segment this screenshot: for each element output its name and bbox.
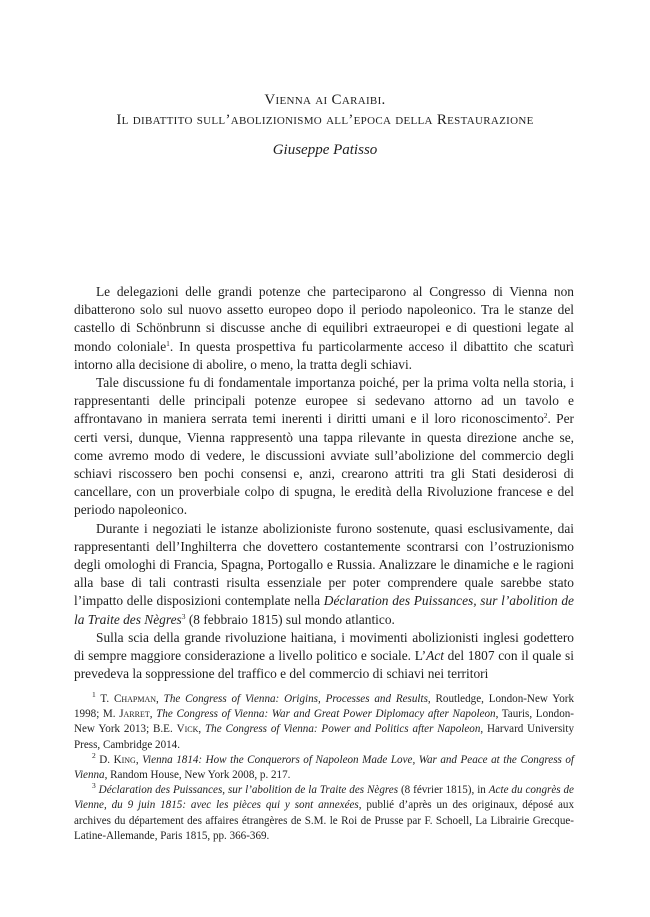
article-subtitle: Il dibattito sull’abolizionismo all’epoca della Restaurazione <box>116 112 534 128</box>
footnote-ref-1[interactable]: 1 <box>166 338 170 348</box>
paragraph-4: Sulla scia della grande rivoluzione haitiana, i movimenti abolizionisti inglesi godettero di sempre maggiore considerazione a livello politico e sociale. L’Act del 1807 con il quale si prevedeva la soppressione del traffico e del commercio di schiavi nei territori <box>74 629 574 682</box>
footnotes <box>74 692 574 844</box>
body-text <box>74 283 574 683</box>
article-title: Vienna ai Caraibi. <box>264 92 386 108</box>
paragraph-3: Durante i negoziati le istanze abolizioniste furono sostenute, quasi esclusivamente, dai rappresentanti dell’Inghilterra che dovettero costantemente scontrarsi con l’ostruzionismo degli omologhi di Francia, Spagna, Portogallo e Russia. Analizzare le dinamiche e le ragioni alla base di tali contrasti risulta essenziale per poter comprendere quale sarebbe stato l’impatto delle disposizioni contemplate nella Déclaration des Puissances, sur l’abolition de la Traite des Nègres$^3$ (8 febbraio 1815) sul mondo atlantico. <box>74 520 574 627</box>
footnote-1: $^1$ T. Chapman, The Congress of Vienna: Origins, Processes and Results, Routledge, London-New York 1998; M. Jarret, The Congress of Vienna: War and Great Power Diplomacy after Napoleon, Tauris, London-New York 2013; B.E. Vick, The Congress of Vienna: Power and Politics after Napoleon, Harvard University Press, Cambridge 2014. <box>74 690 575 751</box>
paragraph-2: Tale discussione fu di fondamentale importanza poiché, per la prima volta nella storia, i rappresentanti delle principali potenze europee si sedevano attorno ad un tavolo e affrontavano in maniera serrata temi inerenti i diritti umani e il loro riconoscimento$^2$. Per certi versi, dunque, Vienna rappresentò una tappa rilevante in questa direzione anche se, come avremo modo di vedere, le discussioni avviate sull’abolizione del commercio degli schiavi riscossero ben pochi consensi e, anzi, crearono attriti tra gli Stati desiderosi di cancellare, con un proverbiale colpo di spugna, le eredità della Rivoluzione francese e del periodo napoleonico. <box>74 375 574 518</box>
paragraph-1: Le delegazioni delle grandi potenze che parteciparono al Congresso di Vienna non dibatterono solo sul nuovo assetto europeo dopo il periodo napoleonico. Tra le stanze del castello di Schönbrunn si discusse anche di equilibri extraeuropei e di questioni legate al mondo coloniale$^1$. In questa prospettiva fu particolarmente acceso il dibattito che scaturì intorno alla decisione di abolire, o meno, la tratta degli schiavi. <box>74 284 575 372</box>
footnote-ref-3[interactable]: 3 <box>181 611 186 621</box>
title-block <box>60 90 590 159</box>
footnote-ref-2[interactable]: 2 <box>543 411 548 421</box>
footnote-3: $^3$ Déclaration des Puissances, sur l’abolition de la Traite des Nègres (8 février 1815), in Acte du congrès de Vienne, du 9 juin 1815: avec les pièces qui y sont annexées, publié d’après un des originaux, déposé aux archives du département des affaires étrangères de S.M. le Roi de Prusse par F. Schoell, La Librairie Grecque-Latine-Allemande, Paris 1815, pp. 366-369. <box>74 781 574 842</box>
footnote-2: $^2$ D. King, Vienna 1814: How the Conquerors of Napoleon Made Love, War and Peace at the Congress of Vienna, Random House, New York 2008, p. 217. <box>74 750 574 782</box>
article-author: Giuseppe Patisso <box>272 142 378 158</box>
